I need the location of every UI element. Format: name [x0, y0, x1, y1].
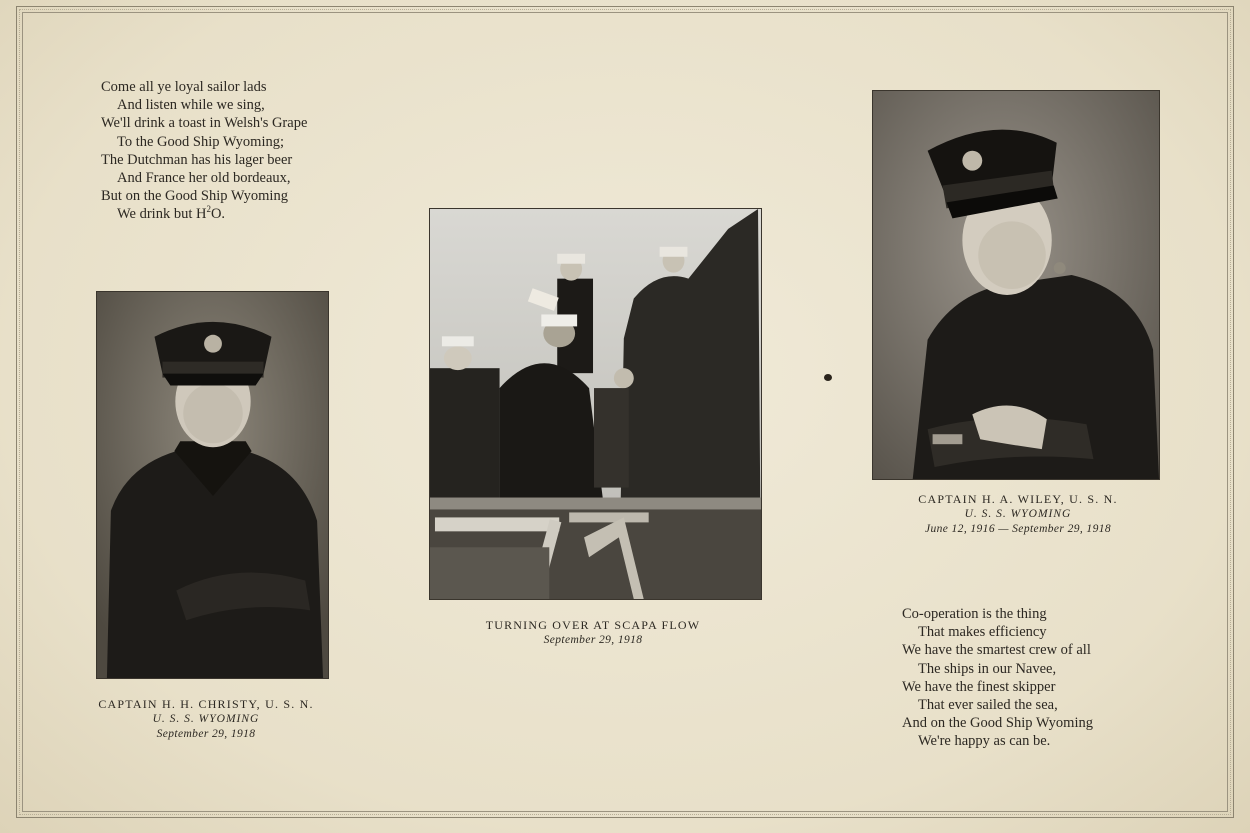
poem-line: And listen while we sing,: [117, 97, 265, 114]
poem-line: Come all ye loyal sailor lads: [101, 79, 267, 95]
caption-date: June 12, 1916 — September 29, 1918: [924, 523, 1112, 535]
poem-welshs-grape: [101, 78, 307, 224]
caption-scapa: [448, 618, 738, 648]
poem-text: We drink but H: [117, 206, 207, 223]
poem-line: And France her old bordeaux,: [117, 170, 291, 187]
poem-line: We have the finest skipper: [902, 678, 1056, 695]
caption-date: September 29, 1918: [543, 634, 643, 646]
photo-captain-christy: [96, 291, 329, 679]
poem-line: And on the Good Ship Wyoming: [902, 715, 1093, 732]
caption-ship: U. S. S. WYOMING: [152, 713, 260, 725]
photo-scapa-flow: [429, 208, 762, 600]
portrait-wiley-graphic: [873, 91, 1159, 479]
photo-captain-wiley: [872, 90, 1160, 480]
caption-ship: U. S. S. WYOMING: [964, 508, 1072, 520]
caption-date: September 29, 1918: [156, 728, 256, 740]
caption-name: CAPTAIN H. A. WILEY, U. S. N.: [918, 492, 1118, 506]
poem-line: Co-operation is the thing: [902, 606, 1047, 622]
scapa-flow-graphic: [430, 209, 761, 599]
poem-co-operation: [902, 605, 1093, 751]
caption-wiley: [873, 492, 1163, 537]
ink-spot: [824, 374, 832, 381]
caption-title: TURNING OVER AT SCAPA FLOW: [485, 618, 701, 632]
caption-name: CAPTAIN H. H. CHRISTY, U. S. N.: [98, 697, 314, 711]
poem-line: That makes efficiency: [918, 624, 1047, 641]
subscript-two: 2: [206, 204, 211, 215]
poem-line: We have the smartest crew of all: [902, 642, 1091, 659]
poem-line: We're happy as can be.: [918, 733, 1051, 750]
poem-line: To the Good Ship Wyoming;: [117, 133, 285, 150]
poem-line: We'll drink a toast in Welsh's Grape: [101, 115, 308, 132]
portrait-christy-graphic: [97, 292, 328, 678]
poem-line-h2o: [101, 205, 307, 223]
poem-line: But on the Good Ship Wyoming: [101, 188, 288, 205]
poem-text: O.: [210, 206, 226, 223]
poem-line: That ever sailed the sea,: [918, 697, 1058, 714]
poem-line: The Dutchman has his lager beer: [101, 151, 293, 168]
caption-christy: [66, 697, 346, 742]
poem-line: The ships in our Navee,: [918, 660, 1057, 677]
